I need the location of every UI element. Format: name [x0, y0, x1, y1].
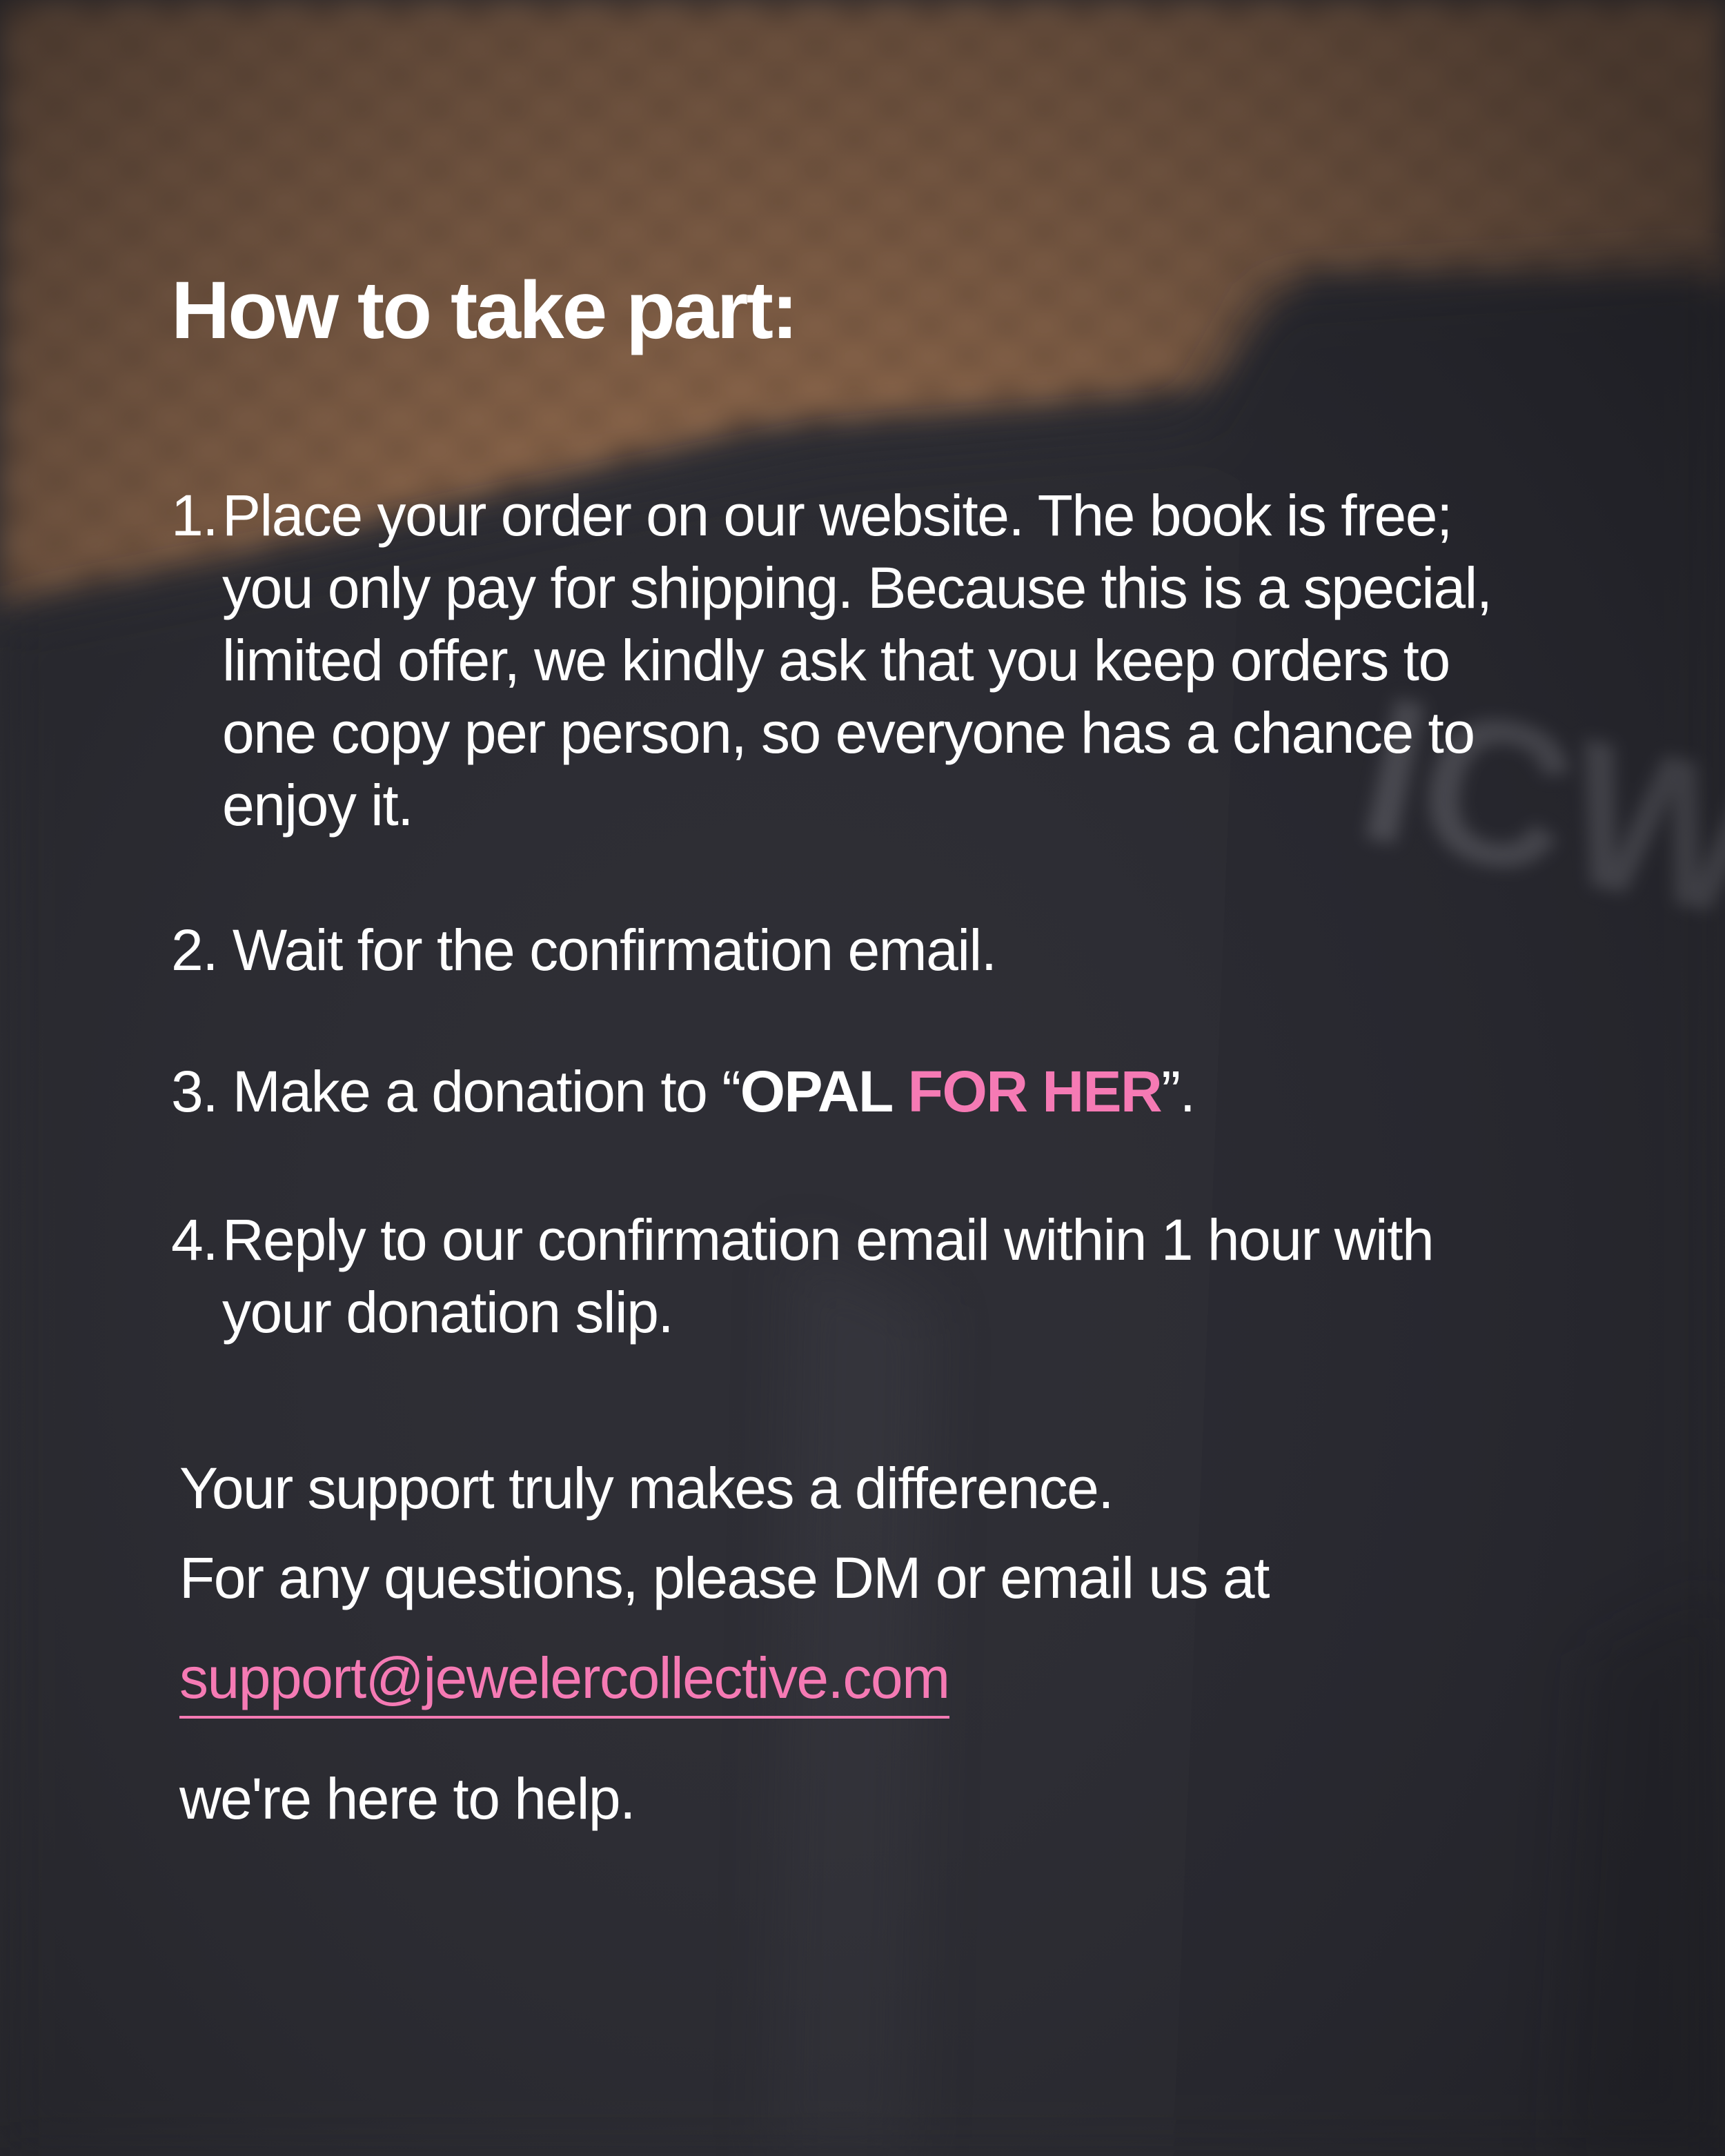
step-number: 2. [171, 918, 218, 982]
charity-name-for-her: FOR HER [907, 1059, 1162, 1124]
step-2 [171, 914, 1524, 987]
step-text: Make a donation to “OPAL FOR HER”. [232, 1059, 1195, 1124]
help-message: we're here to help. [179, 1766, 635, 1831]
step-number: 1. [171, 483, 218, 548]
step-text: Reply to our confirmation email within 1 hour with your donation slip. [222, 1207, 1434, 1345]
step-number: 4. [171, 1207, 218, 1272]
page-title: How to take part: [171, 265, 797, 356]
step-4 [171, 1204, 1524, 1349]
step-text: Wait for the confirmation email. [232, 918, 996, 982]
questions-message: For any questions, please DM or email us at [179, 1545, 1269, 1610]
step-3 [171, 1056, 1524, 1128]
charity-name-opal: OPAL [740, 1059, 893, 1124]
support-message: Your support truly makes a difference. [179, 1456, 1114, 1521]
step-1 [171, 479, 1524, 842]
support-email-link[interactable]: support@jewelercollective.com [179, 1642, 949, 1719]
step-number: 3. [171, 1059, 218, 1124]
step-text: Place your order on our website. The book is free; you only pay for shipping. Because this is a special, limited offer, we kindly ask that you keep orders to one copy per person, so everyone has a chance to enjoy it. [222, 483, 1492, 838]
